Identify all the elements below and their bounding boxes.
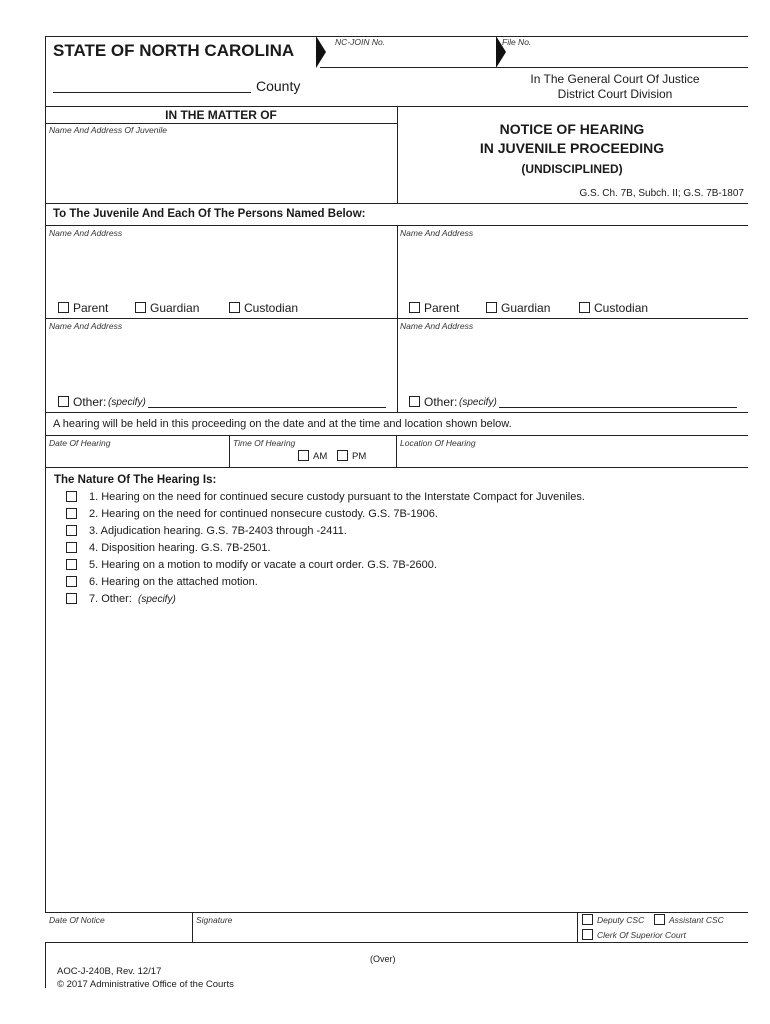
form-title-line3: (UNDISCIPLINED): [521, 162, 623, 176]
nature-item5-checkbox[interactable]: [66, 559, 77, 570]
statute-reference: G.S. Ch. 7B, Subch. II; G.S. 7B-1807: [579, 188, 744, 199]
nature-item7-checkbox[interactable]: [66, 593, 77, 604]
state-title: STATE OF NORTH CAROLINA: [53, 41, 295, 60]
person2-guardian-label: Guardian: [501, 301, 551, 315]
nature-item2-text: 2. Hearing on the need for continued nonsecure custody. G.S. 7B-1906.: [89, 508, 438, 520]
signature-field[interactable]: [194, 926, 574, 940]
person2-name-field[interactable]: [399, 240, 746, 298]
county-name-line[interactable]: [53, 92, 251, 93]
nature-other-field[interactable]: [89, 610, 739, 900]
person2-parent-label: Parent: [424, 301, 460, 315]
clerk-superior-court-checkbox[interactable]: [582, 929, 593, 940]
person3-other-label: Other:: [73, 395, 107, 409]
person2-guardian-checkbox[interactable]: [486, 302, 497, 313]
court-line2: District Court Division: [557, 87, 673, 101]
nature-item5-text: 5. Hearing on a motion to modify or vacate a court order. G.S. 7B-2600.: [89, 559, 437, 571]
nature-item3-checkbox[interactable]: [66, 525, 77, 536]
hearing-location-label: Location Of Hearing: [400, 438, 476, 448]
matter-heading: IN THE MATTER OF: [165, 108, 277, 122]
pm-checkbox[interactable]: [337, 450, 348, 461]
form-id: AOC-J-240B, Rev. 12/17: [57, 966, 162, 977]
person4-other-checkbox[interactable]: [409, 396, 420, 407]
person4-other-specify: (specify): [459, 397, 497, 408]
person4-other-line[interactable]: [499, 407, 737, 408]
nc-join-label: NC-JOIN No.: [335, 37, 386, 47]
file-no-label: File No.: [502, 37, 532, 47]
county-label: County: [256, 78, 301, 94]
person4-name-field[interactable]: [399, 333, 746, 391]
juvenile-name-label: Name And Address Of Juvenile: [49, 125, 167, 135]
person1-custodian-label: Custodian: [244, 301, 299, 315]
copyright: © 2017 Administrative Office of the Courts: [57, 979, 234, 990]
nature-item1-text: 1. Hearing on the need for continued secure custody pursuant to the Interstate Compact for Juveniles.: [89, 491, 585, 503]
person3-name-label: Name And Address: [49, 321, 123, 331]
hearing-notice-text: A hearing will be held in this proceeding on the date and at the time and location shown below.: [53, 418, 512, 430]
assistant-csc-checkbox[interactable]: [654, 914, 665, 925]
person1-parent-checkbox[interactable]: [58, 302, 69, 313]
person2-custodian-label: Custodian: [594, 301, 649, 315]
person1-guardian-label: Guardian: [150, 301, 200, 315]
signature-label: Signature: [196, 915, 233, 925]
notice-date-label: Date Of Notice: [49, 915, 105, 925]
deputy-csc-checkbox[interactable]: [582, 914, 593, 925]
nature-item7-text: 7. Other:: [89, 593, 132, 605]
person4-name-label: Name And Address: [400, 321, 474, 331]
person4-other-label: Other:: [424, 395, 458, 409]
assistant-csc-label: Assistant CSC: [669, 915, 724, 925]
person1-guardian-checkbox[interactable]: [135, 302, 146, 313]
person1-name-field[interactable]: [47, 240, 395, 298]
person3-other-specify: (specify): [108, 397, 146, 408]
nature-item1-checkbox[interactable]: [66, 491, 77, 502]
nature-heading: The Nature Of The Hearing Is:: [54, 474, 217, 486]
am-label: AM: [313, 451, 328, 462]
person2-custodian-checkbox[interactable]: [579, 302, 590, 313]
nature-item6-text: 6. Hearing on the attached motion.: [89, 576, 258, 588]
hearing-location-field[interactable]: [399, 449, 746, 465]
deputy-csc-label: Deputy CSC: [597, 915, 645, 925]
nature-item7-specify: (specify): [138, 594, 176, 605]
form-title-line2: IN JUVENILE PROCEEDING: [479, 140, 665, 156]
notice-date-field[interactable]: [47, 926, 189, 940]
person1-custodian-checkbox[interactable]: [229, 302, 240, 313]
over-text: (Over): [370, 954, 396, 964]
hearing-time-label: Time Of Hearing: [233, 438, 296, 448]
form-title-line1: NOTICE OF HEARING: [499, 121, 645, 137]
nc-join-arrow-icon: [316, 36, 326, 68]
pm-label: PM: [352, 451, 367, 462]
person3-name-field[interactable]: [47, 333, 395, 391]
person3-other-checkbox[interactable]: [58, 396, 69, 407]
am-checkbox[interactable]: [298, 450, 309, 461]
persons-heading: To The Juvenile And Each Of The Persons Named Below:: [53, 208, 366, 220]
nature-item2-checkbox[interactable]: [66, 508, 77, 519]
hearing-date-label: Date Of Hearing: [49, 438, 111, 448]
clerk-superior-court-label: Clerk Of Superior Court: [597, 930, 686, 940]
person1-parent-label: Parent: [73, 301, 109, 315]
nature-item4-checkbox[interactable]: [66, 542, 77, 553]
nature-item6-checkbox[interactable]: [66, 576, 77, 587]
nature-item3-text: 3. Adjudication hearing. G.S. 7B-2403 through -2411.: [89, 525, 347, 537]
person3-other-line[interactable]: [148, 407, 386, 408]
person2-parent-checkbox[interactable]: [409, 302, 420, 313]
person1-name-label: Name And Address: [49, 228, 123, 238]
hearing-date-field[interactable]: [47, 449, 227, 465]
person2-name-label: Name And Address: [400, 228, 474, 238]
juvenile-name-field[interactable]: [47, 137, 395, 201]
nature-item4-text: 4. Disposition hearing. G.S. 7B-2501.: [89, 542, 271, 554]
court-line1: In The General Court Of Justice: [530, 72, 700, 86]
